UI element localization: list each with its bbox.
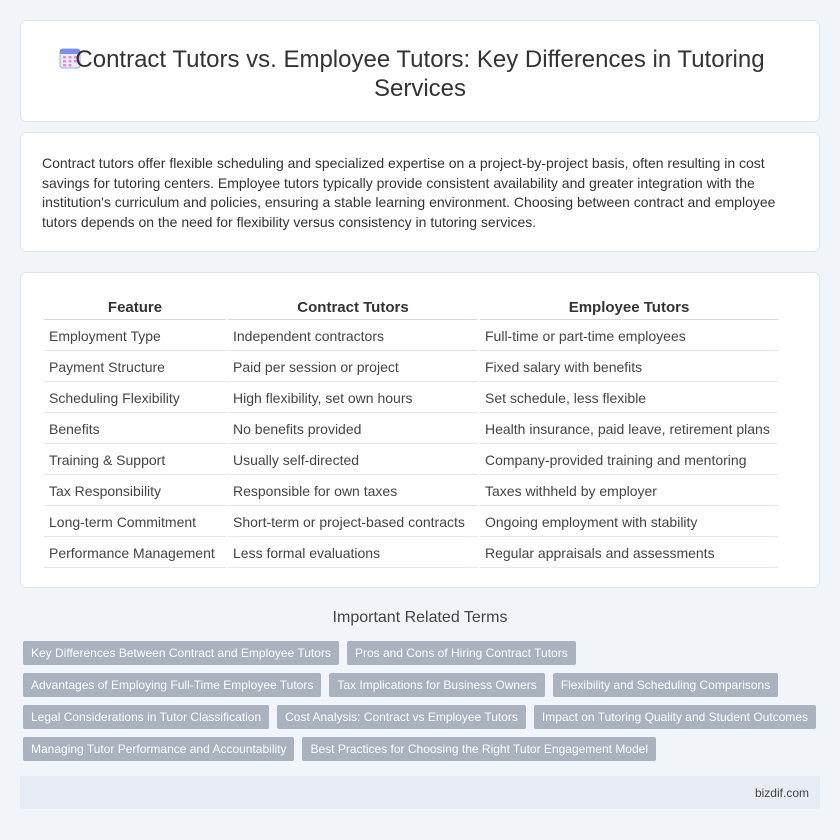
table-cell: Payment Structure <box>44 353 226 382</box>
table-row <box>44 384 778 413</box>
table-cell: Responsible for own taxes <box>228 477 478 506</box>
column-header-feature: Feature <box>44 296 226 320</box>
related-term-tag[interactable]: Impact on Tutoring Quality and Student Outcomes <box>534 705 816 729</box>
title-card <box>20 20 820 122</box>
summary-text: Contract tutors offer flexible scheduling and specialized expertise on a project-by-project basis, often resulting in cost savings for tutoring centers. Employee tutors typically provide consistent availability and greater integration with the institution's curriculum and policies, ensuring a stable learning environment. Choosing between contract and employee tutors depends on the need for flexibility versus consistency in tutoring services. <box>42 155 776 230</box>
table-cell: Health insurance, paid leave, retirement plans <box>480 415 778 444</box>
table-cell: Tax Responsibility <box>44 477 226 506</box>
table-cell: Taxes withheld by employer <box>480 477 778 506</box>
related-terms-title: Important Related Terms <box>332 609 508 626</box>
page-title: Contract Tutors vs. Employee Tutors: Key Differences in Tutoring Services <box>75 46 765 102</box>
table-row <box>44 415 778 444</box>
related-term-tag[interactable]: Cost Analysis: Contract vs Employee Tutors <box>277 705 526 729</box>
table-row <box>44 508 778 537</box>
related-term-tag[interactable]: Best Practices for Choosing the Right Tutor Engagement Model <box>302 737 656 761</box>
table-cell: Full-time or part-time employees <box>480 322 778 351</box>
tag-row <box>23 673 823 697</box>
comparison-table <box>42 294 780 570</box>
related-term-tag[interactable]: Managing Tutor Performance and Accountability <box>23 737 294 761</box>
table-cell: Set schedule, less flexible <box>480 384 778 413</box>
column-header-employee: Employee Tutors <box>480 296 778 320</box>
table-cell: Training & Support <box>44 446 226 475</box>
table-cell: Regular appraisals and assessments <box>480 539 778 568</box>
table-row <box>44 539 778 568</box>
table-cell: Paid per session or project <box>228 353 478 382</box>
table-cell: Usually self-directed <box>228 446 478 475</box>
table-cell: Company-provided training and mentoring <box>480 446 778 475</box>
related-term-tag[interactable]: Legal Considerations in Tutor Classification <box>23 705 269 729</box>
table-cell: Long-term Commitment <box>44 508 226 537</box>
site-link[interactable]: bizdif.com <box>754 786 809 800</box>
table-cell: Short-term or project-based contracts <box>228 508 478 537</box>
table-header-row <box>44 296 778 320</box>
table-cell: Less formal evaluations <box>228 539 478 568</box>
table-row <box>44 446 778 475</box>
related-terms-list <box>23 641 823 769</box>
table-cell: Fixed salary with benefits <box>480 353 778 382</box>
table-cell: Independent contractors <box>228 322 478 351</box>
table-cell: Ongoing employment with stability <box>480 508 778 537</box>
tag-row <box>23 641 823 665</box>
related-term-tag[interactable]: Advantages of Employing Full-Time Employee Tutors <box>23 673 321 697</box>
table-cell: No benefits provided <box>228 415 478 444</box>
tag-row <box>23 705 823 729</box>
comparison-table-card <box>20 272 820 588</box>
table-row <box>44 322 778 351</box>
table-row <box>44 353 778 382</box>
column-header-contract: Contract Tutors <box>228 296 478 320</box>
related-term-tag[interactable]: Flexibility and Scheduling Comparisons <box>553 673 778 697</box>
table-cell: Employment Type <box>44 322 226 351</box>
summary-card <box>20 132 820 252</box>
tag-row <box>23 737 823 761</box>
table-cell: Scheduling Flexibility <box>44 384 226 413</box>
table-cell: Benefits <box>44 415 226 444</box>
table-cell: Performance Management <box>44 539 226 568</box>
related-term-tag[interactable]: Key Differences Between Contract and Employee Tutors <box>23 641 339 665</box>
related-term-tag[interactable]: Tax Implications for Business Owners <box>329 673 544 697</box>
footer <box>20 776 820 809</box>
related-term-tag[interactable]: Pros and Cons of Hiring Contract Tutors <box>347 641 576 665</box>
table-cell: High flexibility, set own hours <box>228 384 478 413</box>
table-row <box>44 477 778 506</box>
